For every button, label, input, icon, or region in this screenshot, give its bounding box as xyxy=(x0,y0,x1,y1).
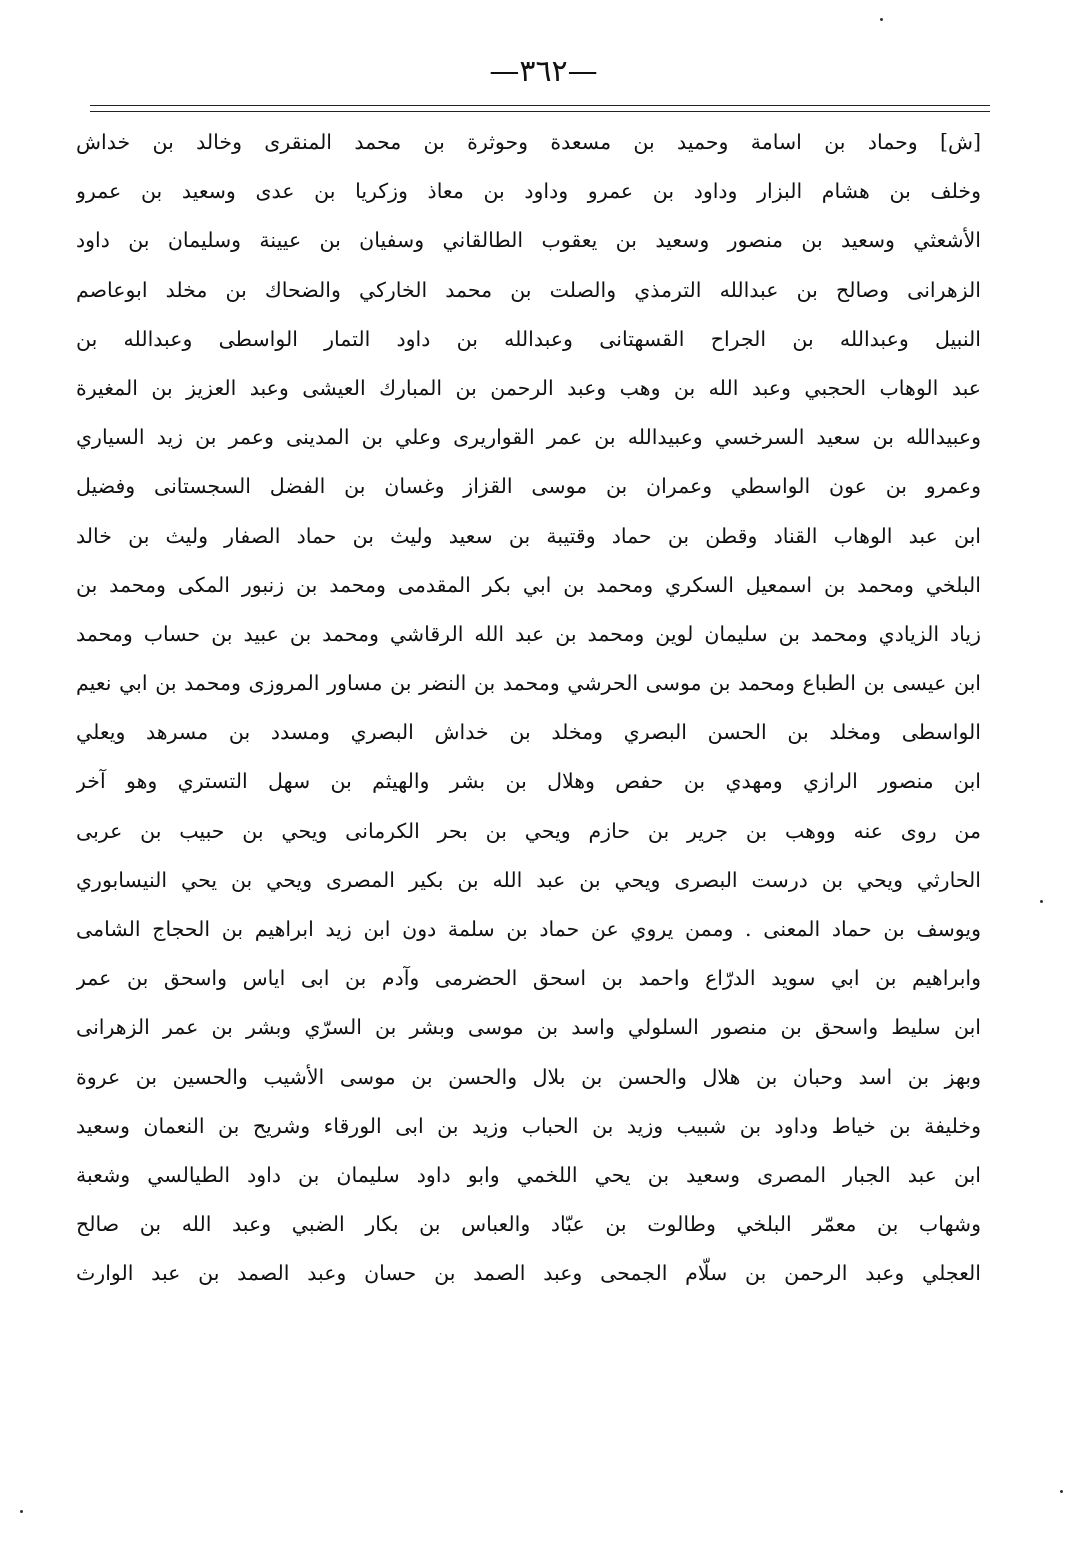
page-number: —٣٦٢— xyxy=(489,54,598,89)
text-line: الزهرانى وصالح بن عبدالله الترمذي والصلت بن محمد الخاركي والضحاك بن مخلد ابوعاصم xyxy=(76,277,981,302)
text-line: وشهاب بن معمّر البلخي وطالوت بن عبّاد والعباس بن بكار الضبي وعبد الله بن صالح xyxy=(76,1212,981,1237)
text-line: وعبيدالله بن سعيد السرخسي وعبيدالله بن عمر القواريرى وعلي بن المدينى وعمر بن زيد السياري xyxy=(76,425,981,450)
text-line: [ش] وحماد بن اسامة وحميد بن مسعدة وحوثرة بن محمد المنقرى وخالد بن خداش xyxy=(76,130,981,154)
scan-speck xyxy=(880,18,883,21)
text-line: عبد الوهاب الحجبي وعبد الله بن وهب وعبد الرحمن بن المبارك العيشى وعبد العزيز بن المغيرة xyxy=(76,375,981,400)
text-line: من روى عنه ووهب بن جرير بن حازم ويحي بن بحر الكرمانى ويحي بن حبيب بن عربى xyxy=(76,818,981,843)
text-line: وابراهيم بن ابي سويد الدرّاع واحمد بن اسحق الحضرمى وآدم بن ابى اياس واسحق بن عمر xyxy=(76,966,981,991)
text-line: البلخي ومحمد بن اسمعيل السكري ومحمد بن ابي بكر المقدمى ومحمد بن زنبور المكى ومحمد بن xyxy=(76,572,981,597)
scan-speck xyxy=(20,1510,23,1513)
scan-speck xyxy=(1060,1490,1063,1493)
text-line: ابن منصور الرازي ومهدي بن حفص وهلال بن بشر والهيثم بن سهل التستري وهو آخر xyxy=(76,769,981,794)
text-line: الحارثي ويحي بن درست البصرى ويحي بن عبد الله بن بكير المصرى ويحي بن يحي النيسابوري xyxy=(76,867,981,892)
scan-speck xyxy=(1040,900,1043,903)
text-line: زياد الزيادي ومحمد بن سليمان لوين ومحمد بن عبد الله الرقاشي ومحمد بن عبيد بن حساب ومحمد xyxy=(76,621,981,646)
text-line: ابن عيسى بن الطباع ومحمد بن موسى الحرشي ومحمد بن النضر بن مساور المروزى ومحمد بن ابي نعيم xyxy=(76,671,981,696)
body-text xyxy=(76,118,981,1299)
text-line: وخليفة بن خياط وداود بن شبيب وزيد بن الحباب وزيد بن ابى الورقاء وشريح بن النعمان وسعيد xyxy=(76,1113,981,1138)
text-line: العجلي وعبد الرحمن بن سلّام الجمحى وعبد الصمد بن حسان وعبد الصمد بن عبد الوارث xyxy=(76,1261,981,1286)
text-line: وعمرو بن عون الواسطي وعمران بن موسى القزاز وغسان بن الفضل السجستانى وفضيل xyxy=(76,474,981,499)
text-line: الواسطى ومخلد بن الحسن البصري ومخلد بن خداش البصري ومسدد بن مسرهد ويعلي xyxy=(76,720,981,745)
text-line: وبهز بن اسد وحبان بن هلال والحسن بن بلال والحسن بن موسى الأشيب والحسين بن عروة xyxy=(76,1064,981,1089)
text-line: الأشعثي وسعيد بن منصور وسعيد بن يعقوب الطالقاني وسفيان بن عيينة وسليمان بن داود xyxy=(76,228,981,253)
text-line: ابن عبد الوهاب القناد وقطن بن حماد وقتيبة بن سعيد وليث بن حماد الصفار وليث بن خالد xyxy=(76,523,981,548)
text-line: ويوسف بن حماد المعنى . وممن يروي عن حماد بن سلمة دون ابن زيد ابراهيم بن الحجاج الشامى xyxy=(76,917,981,941)
header-rule-bottom xyxy=(90,111,990,112)
text-line: ابن عبد الجبار المصرى وسعيد بن يحي اللخمي وابو داود سليمان بن داود الطيالسي وشعبة xyxy=(76,1162,981,1187)
text-line: النبيل وعبدالله بن الجراح القسهتانى وعبدالله بن داود التمار الواسطى وعبدالله بن xyxy=(76,326,981,351)
header-rule-top xyxy=(90,105,990,106)
text-line: وخلف بن هشام البزار وداود بن عمرو وداود بن معاذ وزكريا بن عدى وسعيد بن عمرو xyxy=(76,179,981,204)
text-line: ابن سليط واسحق بن منصور السلولي واسد بن موسى وبشر بن السرّي وبشر بن عمر الزهرانى xyxy=(76,1015,981,1040)
